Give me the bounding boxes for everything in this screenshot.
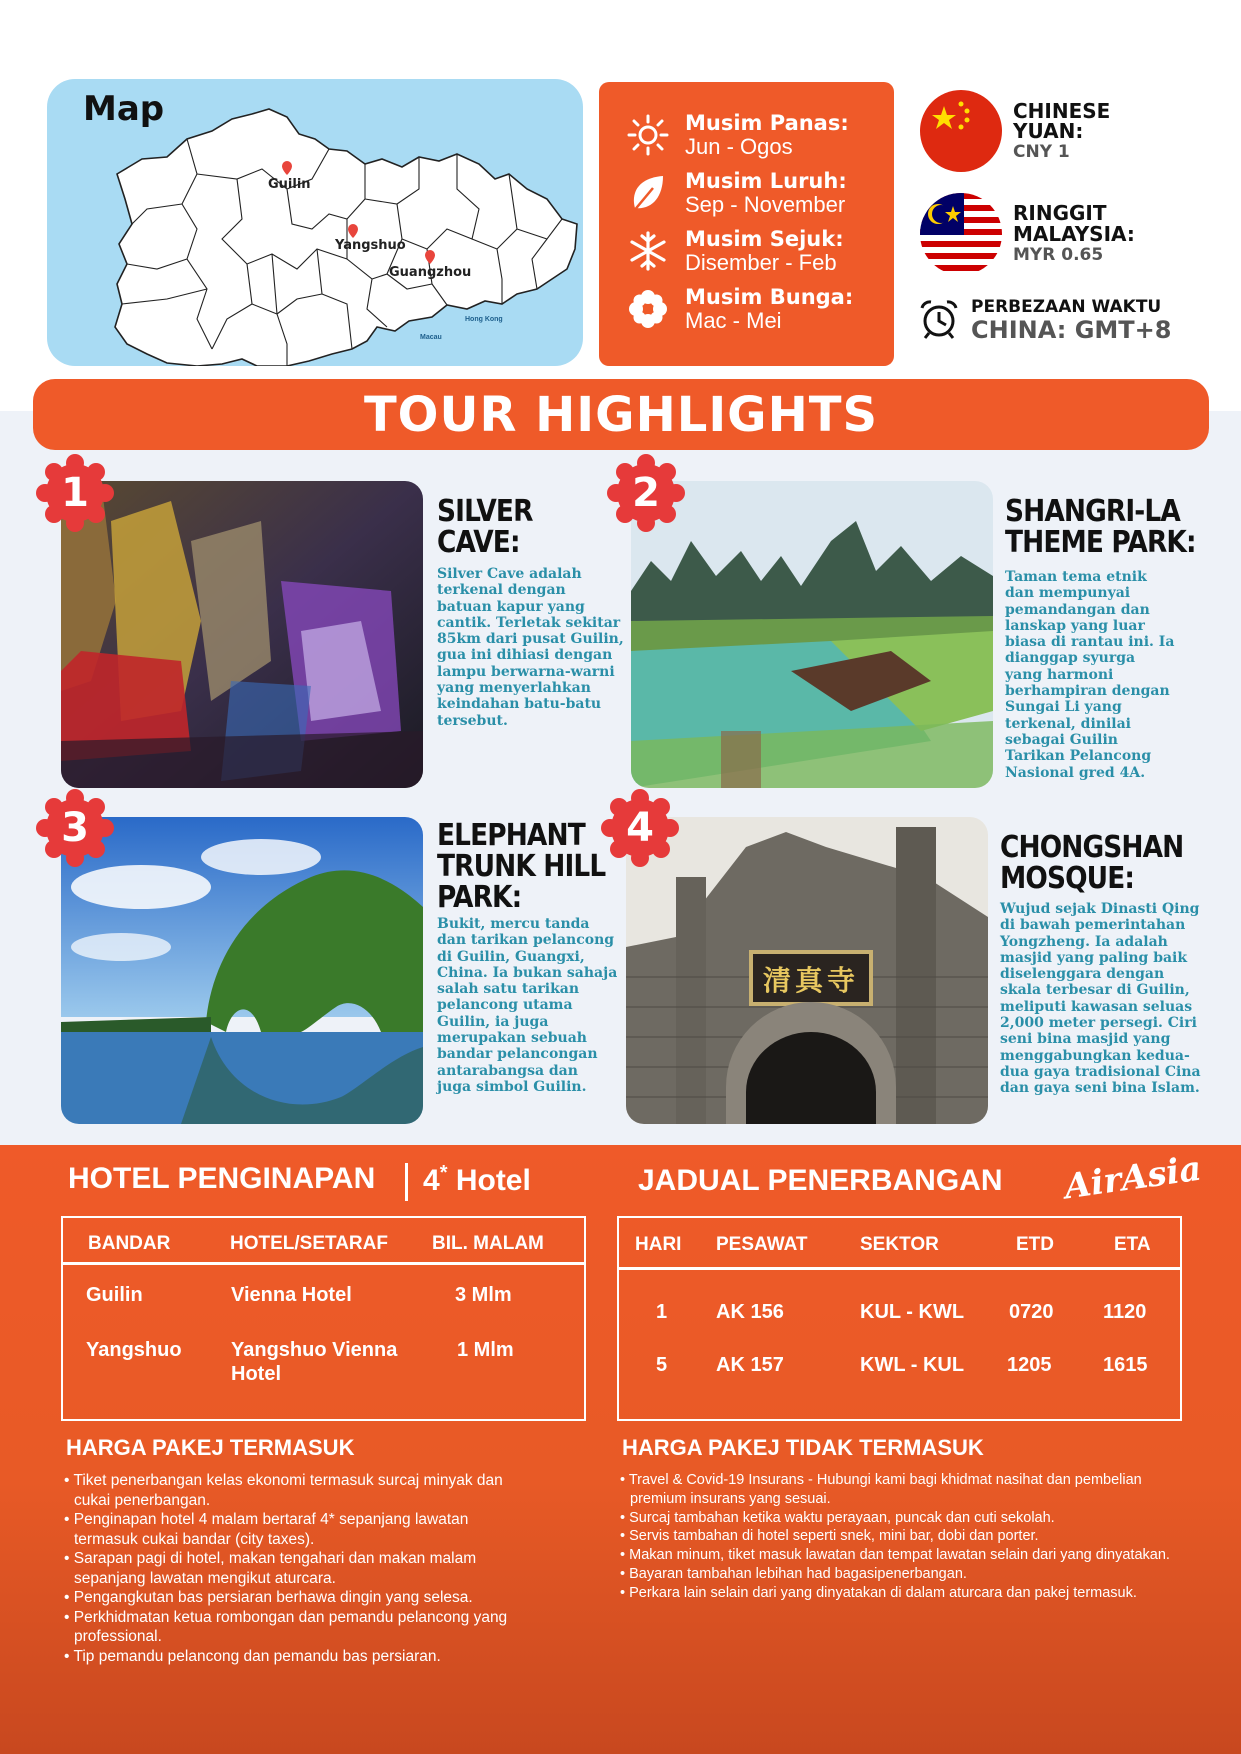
list-item: • Tip pemandu pelancong dan pemandu bas persiaran. — [62, 1647, 522, 1667]
shangri-la-photo — [631, 481, 993, 788]
list-item: • Servis tambahan di hotel seperti snek, mini bar, dobi dan porter. — [618, 1527, 1198, 1546]
highlight-number: 1 — [61, 470, 89, 516]
time-difference-value: CHINA: GMT+8 — [971, 316, 1172, 344]
season-row — [627, 170, 847, 217]
currency-name: YUAN: — [1013, 119, 1084, 143]
map-city-label: Guangzhou — [389, 265, 472, 280]
malaysia-flag-icon — [920, 193, 1002, 275]
hotel-nights-cell: 3 Mlm — [455, 1284, 512, 1306]
highlight-description: Silver Cave adalah terkenal dengan batuan kapur yang cantik. Terletak sekitar 85km dari pusat Guilin, gua ini dihiasi dengan lampu berwarna-warni yang menyerlahkan keindahan batu-batu tersebut. — [437, 566, 624, 729]
flight-etd-cell: 1205 — [1007, 1354, 1052, 1376]
airasia-logo: AirAsia — [1061, 1148, 1204, 1208]
highlight-title: SILVER CAVE: — [437, 494, 533, 560]
excluded-title: HARGA PAKEJ TIDAK TERMASUK — [622, 1435, 984, 1460]
table-header-cell: BANDAR — [88, 1233, 171, 1254]
highlight-number-badge — [36, 789, 114, 867]
hotel-section-title: HOTEL PENGINAPAN — [68, 1162, 376, 1195]
hotel-name-cell: Vienna Hotel — [231, 1284, 352, 1306]
highlight-number-badge — [36, 454, 114, 532]
season-row — [627, 286, 853, 333]
highlight-description: Wujud sejak Dinasti Qing di bawah pemerintahan Yongzheng. Ia adalah masjid yang paling baik diselenggara dengan skala terbesar di Guilin, meliputi kawasan seluas 2,000 meter persegi. Ciri seni bina masjid yang menggabungkan kedua- dua gaya tradisional Cina dan gaya seni bina Islam. — [1000, 901, 1201, 1097]
list-item: • Makan minum, tiket masuk lawatan dan tempat lawatan selain dari yang dinyatakan. — [618, 1546, 1198, 1565]
table-header-cell: BIL. MALAM — [432, 1233, 544, 1254]
hotel-city-cell: Guilin — [86, 1284, 143, 1306]
highlight-description: Taman tema etnik dan mempunyai pemandangan dan lanskap yang luar biasa di rantau ini. Ia dianggap syurga yang harmoni berhampiran dengan Sungai Li yang terkenal, dinilai sebagai Guilin Tarikan Pelancong Nasional gred 4A. — [1005, 569, 1175, 781]
list-item: • Surcaj tambahan ketika waktu perayaan, puncak dan cuti sekolah. — [618, 1509, 1198, 1528]
highlight-title: ELEPHANT TRUNK HILL PARK: — [437, 818, 606, 915]
list-item: • Penginapan hotel 4 malam bertaraf 4* sepanjang lawatan termasuk cukai bandar (city taxes). — [62, 1510, 522, 1549]
hotel-rating: 4* Hotel — [423, 1162, 531, 1197]
flight-number-cell: AK 156 — [716, 1301, 784, 1323]
table-header-cell: HARI — [635, 1234, 682, 1255]
highlight-number: 2 — [632, 470, 660, 516]
map-city-label: Guilin — [268, 177, 311, 192]
season-name: Musim Luruh: — [685, 169, 847, 193]
flight-number-cell: AK 157 — [716, 1354, 784, 1376]
highlight-number: 4 — [626, 805, 654, 851]
list-item: • Sarapan pagi di hotel, makan tengahari dan makan malam sepanjang lawatan mengikut aturcara. — [62, 1549, 522, 1588]
map-panel — [47, 79, 583, 366]
flight-sector-cell: KWL - KUL — [860, 1354, 965, 1376]
list-item: • Tiket penerbangan kelas ekonomi termasuk surcaj minyak dan cukai penerbangan. — [62, 1471, 522, 1510]
hotel-nights-cell: 1 Mlm — [457, 1339, 514, 1361]
title-divider — [405, 1163, 408, 1201]
tour-highlights-title: TOUR HIGHLIGHTS — [363, 386, 879, 443]
flower-icon — [627, 288, 669, 330]
season-name: Musim Sejuk: — [685, 227, 844, 251]
highlight-number: 3 — [61, 805, 89, 851]
currency-name: MALAYSIA: — [1013, 222, 1135, 246]
flight-eta-cell: 1615 — [1103, 1354, 1148, 1376]
table-header-cell: HOTEL/SETARAF — [230, 1233, 388, 1254]
excluded-list — [618, 1471, 1198, 1603]
list-item: • Travel & Covid-19 Insurans - Hubungi kami bagi khidmat nasihat dan pembelian premium insurans yang sesuai. — [618, 1471, 1198, 1509]
hotel-city-cell: Yangshuo — [86, 1339, 182, 1361]
tour-highlights-banner — [33, 379, 1209, 450]
chongshan-mosque-photo — [626, 817, 988, 1124]
flight-day-cell: 5 — [656, 1354, 668, 1376]
season-name: Musim Bunga: — [685, 285, 854, 309]
map-small-label: Macau — [420, 334, 442, 341]
table-header-divider — [61, 1262, 586, 1265]
alarm-clock-icon — [918, 298, 960, 340]
highlight-title: CHONGSHAN MOSQUE: — [1000, 830, 1184, 896]
currency-name: RINGGIT — [1013, 201, 1107, 225]
flight-etd-cell: 0720 — [1009, 1301, 1054, 1323]
sun-icon — [627, 114, 669, 156]
flight-day-cell: 1 — [656, 1301, 668, 1323]
currency-value: CNY 1 — [1013, 142, 1070, 162]
table-header-cell: SEKTOR — [860, 1234, 939, 1255]
season-panel — [599, 82, 894, 366]
highlight-number-badge — [607, 454, 685, 532]
table-header-divider — [617, 1267, 1182, 1270]
season-months: Mac - Mei — [685, 308, 782, 333]
season-months: Jun - Ogos — [685, 134, 793, 159]
season-row — [627, 112, 849, 159]
leaf-icon — [627, 172, 669, 214]
silver-cave-photo — [61, 481, 423, 788]
season-months: Sep - November — [685, 192, 846, 217]
table-header-cell: ETD — [1016, 1234, 1054, 1255]
hotel-name-cell: Yangshuo Vienna Hotel — [231, 1339, 398, 1385]
list-item: • Perkhidmatan ketua rombongan dan pemandu pelancong yang professional. — [62, 1608, 522, 1647]
currency-value: MYR 0.65 — [1013, 245, 1104, 265]
highlight-number-badge — [601, 789, 679, 867]
included-list — [62, 1471, 522, 1666]
china-flag-icon — [920, 90, 1002, 172]
highlight-description: Bukit, mercu tanda dan tarikan pelancong di Guilin, Guangxi, China. Ia bukan sahaja salah satu tarikan pelancong utama Guilin, ia juga merupakan sebuah bandar pelancongan antarabangsa dan juga simbol Guilin. — [437, 916, 618, 1095]
list-item: • Pengangkutan bas persiaran berhawa dingin yang selesa. — [62, 1588, 522, 1608]
season-months: Disember - Feb — [685, 250, 837, 275]
table-header-cell: ETA — [1114, 1234, 1151, 1255]
included-title: HARGA PAKEJ TERMASUK — [66, 1435, 355, 1460]
currency-name: CHINESE — [1013, 99, 1111, 123]
season-name: Musim Panas: — [685, 111, 849, 135]
list-item: • Bayaran tambahan lebihan had bagasipenerbangan. — [618, 1565, 1198, 1584]
time-difference-label: PERBEZAAN WAKTU — [971, 297, 1162, 317]
flight-eta-cell: 1120 — [1103, 1301, 1147, 1323]
season-row — [627, 228, 844, 275]
highlight-title: SHANGRI-LA THEME PARK: — [1005, 494, 1196, 560]
snowflake-icon — [627, 230, 669, 272]
mosque-sign-text: 清真寺 — [762, 964, 859, 997]
map-small-label: Hong Kong — [465, 316, 503, 323]
elephant-trunk-hill-photo — [61, 817, 423, 1124]
flight-section-title: JADUAL PENERBANGAN — [638, 1164, 1003, 1197]
list-item: • Perkara lain selain dari yang dinyatakan di dalam aturcara dan pakej termasuk. — [618, 1584, 1198, 1603]
table-header-cell: PESAWAT — [716, 1234, 808, 1255]
flight-sector-cell: KUL - KWL — [860, 1301, 965, 1323]
map-city-label: Yangshuo — [335, 238, 406, 253]
map-title: Map — [83, 89, 165, 129]
